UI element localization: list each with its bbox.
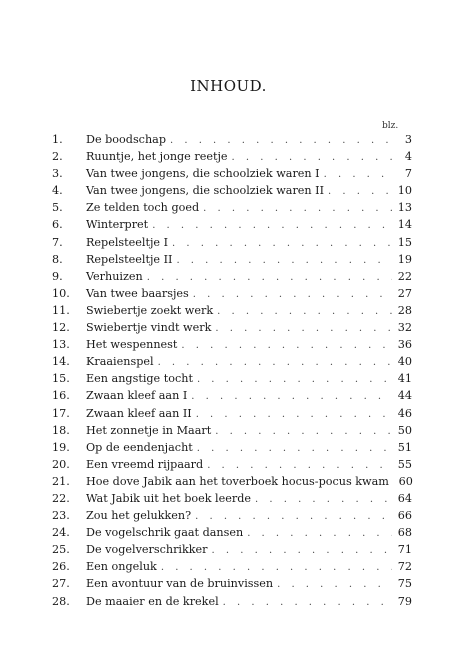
toc-entry-page: 10	[397, 184, 412, 198]
toc-entry-page: 75	[397, 577, 412, 591]
toc-entry-number: 18.	[52, 423, 70, 437]
dot-leader	[161, 559, 392, 576]
toc-entry	[52, 490, 412, 507]
toc-entry-title: Van twee baarsjes	[86, 286, 189, 300]
toc-entry-number: 27.	[52, 577, 70, 591]
toc-entry-number: 10.	[52, 286, 70, 300]
toc-entry-title: Zou het gelukken?	[86, 509, 192, 523]
table-of-contents	[52, 131, 412, 610]
toc-entry-page: 3	[404, 133, 412, 146]
dot-leader	[223, 594, 392, 611]
toc-entry	[52, 575, 412, 592]
toc-entry-number: 2.	[52, 150, 63, 164]
toc-entry-page: 40	[397, 355, 412, 369]
toc-entry	[52, 165, 412, 182]
toc-entry-title: Verhuizen	[86, 269, 143, 283]
toc-entry-title: Swiebertje zoekt werk	[86, 303, 214, 317]
toc-entry	[52, 439, 412, 456]
toc-entry	[52, 216, 412, 233]
dot-leader	[328, 183, 392, 200]
toc-entry-page: 51	[397, 440, 412, 454]
toc-entry-page: 68	[397, 526, 412, 540]
toc-entry-number: 17.	[52, 406, 70, 420]
dot-leader	[197, 440, 392, 457]
toc-entry-page: 46	[397, 406, 412, 420]
toc-entry-page: 19	[397, 252, 412, 266]
toc-entry	[52, 199, 412, 216]
toc-entry-title: Repelsteeltje II	[86, 252, 173, 266]
toc-entry-title: Van twee jongens, die schoolziek waren I	[86, 167, 320, 181]
toc-entry-title: Ruuntje, het jonge reetje	[86, 150, 228, 164]
toc-entry-title: De vogelschrik gaat dansen	[86, 526, 244, 540]
toc-entry	[52, 456, 412, 473]
toc-entry	[52, 473, 412, 490]
toc-entry-number: 1.	[52, 133, 63, 146]
toc-entry-page: 41	[397, 372, 412, 386]
toc-entry-title: Repelsteeltje I	[86, 235, 169, 249]
toc-entry-page: 4	[404, 150, 412, 164]
toc-entry-title: De vogelverschrikker	[86, 543, 208, 557]
toc-entry-number: 3.	[52, 167, 63, 181]
toc-entry-page: 27	[397, 286, 412, 300]
toc-entry-number: 21.	[52, 474, 70, 488]
dot-leader	[170, 132, 392, 149]
toc-entry-page: 71	[397, 543, 412, 557]
toc-entry-page: 79	[397, 594, 412, 608]
dot-leader	[147, 269, 392, 286]
toc-entry	[52, 268, 412, 285]
toc-entry-number: 16.	[52, 389, 70, 403]
dot-leader	[172, 235, 392, 252]
toc-entry-title: Hoe dove Jabik aan het toverboek hocus-pocus kwam	[86, 474, 389, 488]
toc-entry-page: 72	[397, 560, 412, 574]
toc-entry-title: De maaier en de krekel	[86, 594, 219, 608]
toc-entry-page: 36	[397, 338, 412, 352]
toc-entry	[52, 593, 412, 610]
dot-leader	[203, 200, 392, 217]
toc-entry	[52, 285, 412, 302]
toc-entry	[52, 182, 412, 199]
toc-entry-page: 14	[397, 218, 412, 232]
toc-entry-page: 7	[404, 167, 412, 181]
toc-entry-title: Een ongeluk	[86, 560, 157, 574]
toc-entry	[52, 541, 412, 558]
toc-entry-number: 14.	[52, 355, 70, 369]
toc-entry-title: Ze telden toch goed	[86, 201, 200, 215]
toc-entry-page: 60	[398, 474, 413, 488]
dot-leader	[207, 457, 392, 474]
toc-entry-number: 28.	[52, 594, 70, 608]
toc-entry	[52, 370, 412, 387]
toc-entry-page: 15	[397, 235, 412, 249]
toc-entry-page: 44	[397, 389, 412, 403]
toc-entry	[52, 387, 412, 404]
toc-entry-title: Winterpret	[86, 218, 149, 232]
toc-entry-number: 22.	[52, 491, 70, 505]
page-title: INHOUD.	[190, 77, 267, 95]
toc-entry-number: 6.	[52, 218, 63, 232]
dot-leader	[152, 217, 392, 234]
toc-entry	[52, 507, 412, 524]
toc-entry-number: 13.	[52, 338, 70, 352]
dot-leader	[217, 303, 392, 320]
dot-leader	[277, 576, 392, 593]
toc-entry-title: Een vreemd rijpaard	[86, 457, 204, 471]
dot-leader	[215, 320, 392, 337]
toc-entry	[52, 131, 412, 148]
toc-entry-page: 28	[397, 303, 412, 317]
toc-entry-number: 24.	[52, 526, 70, 540]
dot-leader	[195, 508, 392, 525]
toc-entry-number: 15.	[52, 372, 70, 386]
dot-leader	[191, 388, 392, 405]
dot-leader	[215, 423, 392, 440]
toc-entry	[52, 353, 412, 370]
toc-entry	[52, 234, 412, 251]
toc-entry	[52, 319, 412, 336]
toc-entry-title: Kraaienspel	[86, 355, 154, 369]
toc-entry	[52, 524, 412, 541]
toc-entry-number: 25.	[52, 543, 70, 557]
toc-entry	[52, 422, 412, 439]
toc-entry-page: 64	[397, 491, 412, 505]
toc-entry-number: 9.	[52, 269, 63, 283]
toc-entry-page: 55	[397, 457, 412, 471]
toc-entry-title: Een avontuur van de bruinvissen	[86, 577, 274, 591]
toc-entry	[52, 558, 412, 575]
dot-leader	[181, 337, 392, 354]
toc-entry-title: Van twee jongens, die schoolziek waren II	[86, 184, 325, 198]
dot-leader	[176, 252, 392, 269]
toc-entry-number: 12.	[52, 321, 70, 335]
toc-entry-number: 5.	[52, 201, 63, 215]
toc-entry-title: Zwaan kleef aan I	[86, 389, 188, 403]
toc-entry-page: 13	[397, 201, 412, 215]
toc-entry-page: 22	[397, 269, 412, 283]
toc-entry-number: 7.	[52, 235, 63, 249]
dot-leader	[324, 166, 392, 183]
toc-entry-title: Zwaan kleef aan II	[86, 406, 192, 420]
toc-entry-title: Wat Jabik uit het boek leerde	[86, 491, 251, 505]
toc-entry-page: 66	[397, 509, 412, 523]
dot-leader	[158, 354, 392, 371]
toc-entry-number: 4.	[52, 184, 63, 198]
dot-leader	[197, 371, 392, 388]
toc-entry-title: Op de eendenjacht	[86, 440, 193, 454]
toc-entry-page: 32	[397, 321, 412, 335]
toc-entry-title: Het wespennest	[86, 338, 178, 352]
toc-entry-title: Een angstige tocht	[86, 372, 193, 386]
toc-entry	[52, 148, 412, 165]
toc-entry	[52, 251, 412, 268]
toc-entry	[52, 302, 412, 319]
dot-leader	[255, 491, 392, 508]
toc-entry-number: 11.	[52, 303, 70, 317]
toc-entry-page: 50	[397, 423, 412, 437]
toc-entry-title: De boodschap	[86, 133, 166, 146]
dot-leader	[247, 525, 392, 542]
toc-entry-number: 20.	[52, 457, 70, 471]
toc-entry-number: 19.	[52, 440, 70, 454]
toc-entry-number: 23.	[52, 509, 70, 523]
dot-leader	[196, 406, 392, 423]
toc-entry-title: Swiebertje vindt werk	[86, 321, 212, 335]
toc-entry-number: 26.	[52, 560, 70, 574]
page-column-header: blz.	[382, 121, 399, 131]
toc-entry-title: Het zonnetje in Maart	[86, 423, 212, 437]
dot-leader	[193, 286, 392, 303]
dot-leader	[212, 542, 392, 559]
toc-entry	[52, 405, 412, 422]
toc-entry-number: 8.	[52, 252, 63, 266]
dot-leader	[232, 149, 392, 166]
toc-entry	[52, 336, 412, 353]
